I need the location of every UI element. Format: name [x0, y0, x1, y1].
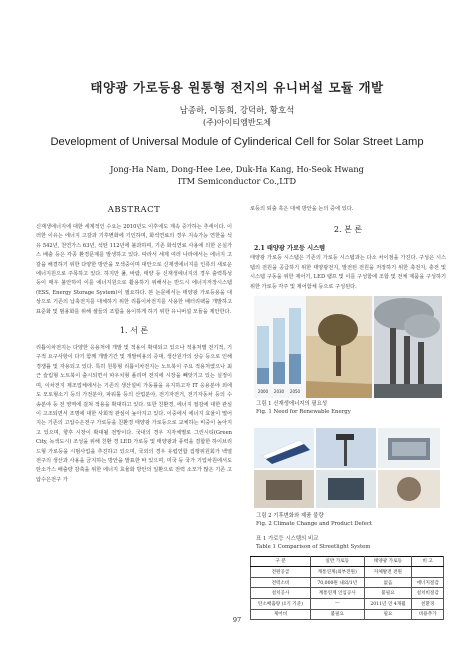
table-cell: 전력소비: [251, 577, 311, 588]
authors-korean: 남종하, 이동희, 강덕하, 황호석: [179, 106, 295, 116]
bar-label-2050: 2050: [289, 389, 301, 395]
table-1-caption-korean: 표 1 가로등 시스템의 비교: [256, 536, 319, 543]
table-cell: 에너지절감: [412, 577, 444, 588]
table-cell: 70,000원 내외/1년: [310, 577, 364, 588]
figure-2-caption-korean: 그림 2 기후변화와 제품 불량: [256, 513, 324, 520]
right-column: [250, 205, 446, 620]
page-number: 97: [232, 616, 242, 624]
affiliation-english: ITM Semiconductor Co.,LTD: [177, 176, 297, 186]
smokestack: [404, 336, 410, 386]
affiliation-korean: (주)아이티엠반도체: [202, 118, 272, 127]
table-cell: 자체발전 전원: [364, 567, 412, 578]
table-row: [251, 598, 444, 609]
paper-title-korean: 태양광 가로등용 원통형 전지의 유니버설 모듈 개발: [90, 80, 384, 95]
table-header-row: [251, 556, 444, 567]
climate-defect-illustration: [252, 426, 442, 510]
introduction-heading: 1. 서 론: [119, 326, 149, 336]
table-cell: 설치공사: [251, 588, 311, 599]
figure-2-image: [252, 426, 442, 510]
bar-2000-lower: [257, 368, 269, 384]
figure-1-caption-korean: 그림 1 신재생에너지의 필요성: [256, 401, 328, 408]
bar-label-2000: 2000: [257, 389, 269, 395]
authors-english: Jong-Ha Nam, Dong-Hee Lee, Duk-Ha Kang, Ho-Seok Hwang: [110, 164, 364, 174]
table-cell: 2011년 연 4개월: [364, 598, 412, 609]
table-cell: 불필요: [364, 588, 412, 599]
bar-2030-lower: [273, 362, 285, 384]
table-cell: 탄소배출량 (1기 기준): [251, 598, 311, 609]
subsection-heading: 2.1 태양광 가로등 시스템: [254, 245, 326, 253]
figure-1-image: [254, 296, 442, 398]
table-cell: 친환경: [412, 598, 444, 609]
table-row: [251, 577, 444, 588]
table-cell: —: [310, 598, 364, 609]
table-header-cell: 구 분: [251, 556, 311, 567]
abstract-text: 신재생에너지에 대한 세계적인 수요는 2010년도 이후에도 계속 증가하는 추세이다. 이러한 이유는 에너지 고갈과 기후변화에 기인하며, 화석연료의 경우 지속가능 연한을 석유 542년, 천연가스 63년, 석탄 112년에 불과하며, 기존 화석연료 사용에 의한 온실가스 배출 등은 각종 환경문제를 발생하고 있다. 따라서 세계 여러 나라에서는 에너지 고갈을 해결하기 위한 다양한 방안을 모색중이며 대안으로 신재생에너지를 인류의 새로운 에너지원으로 주목하고 있다. 하지만 풀, 바람, 태양 등 신재생에너지의 경우 출력특성 등이 매우 불안하여 이를 에너지원으로 활용하기 위해서는 반드시 에너지저장시스템(ESS, Energy Storage System)이 필요하다. 본 논문에서는 태양광 가로등용을 대상으로 기존의 납축전지를 대체하기 위한 리튬이차전지를 사용한 배터리팩을 개발하고 표준화 및 범용화를 위해 셀들의 조합을 용이하게 하기 위한 유니버설 모듈을 제안한다.: [36, 224, 232, 315]
table-cell: 계통연계(외부전원): [310, 567, 364, 578]
table-cell: 제어비: [251, 609, 311, 620]
bar-2050-lower: [289, 354, 301, 384]
table-1-caption-english: Table 1 Comparison of Streetlight System: [256, 544, 371, 550]
left-column: [36, 205, 232, 485]
table-row: [251, 567, 444, 578]
tree-crown: [318, 314, 358, 346]
table-cell: 계통연계 인입공사: [310, 588, 364, 599]
main-body-heading: 2. 본 론: [333, 225, 363, 235]
table-header-cell: 비 고: [412, 556, 444, 567]
table-header-cell: 태양광 가로등: [364, 556, 412, 567]
table-cell: 없음: [364, 577, 412, 588]
figure-2-caption-english: Fig. 2 Climate Change and Product Defect: [256, 520, 373, 527]
bar-label-2030: 2030: [273, 389, 285, 395]
introduction-text: 리튬이차전지는 다양한 응용처에 개발 및 적용이 확대되고 있으나 적용처별 전기적, 기구적 요구사항이 다기 함께 개발기간 및 개발비용의 증대, 생산원가의 상승 등으로 인해 경쟁률 및 자용되고 있다. 특히 원통형 리튬이차전지는 노트북이 주요 적용처였으나 최근 슬림형 노트북이 출시되면서 파우치형 폴리머 전지에 시장을 빼앗기고 있는 실정이며, 이차전지 제조업체에서는 기존의 생산설비 가동률을 유지하고자 IT 응용분야 외에도 모토형소기 등의 가전분야, 파워툴 등의 산업분야, 전기자전거, 전기자동차 등의 수송분야 등 전 영역에 걸쳐 적용을 확대하고 있다. 또한 친환경, 에너지 절감에 대한 관심이 고조되면서 조명에 대한 사회적 관심이 높아지고 있다. 이중에서 에너지 효율이 떨어지는 기존의 고압수은전구 가로등을 친환경 태양광 가로등으로 교체하는 비중이 높아지고 있으며, 향후 시장이 확대될 전망이다. 국내의 경우 지자체별로 그린시티(Green City, 녹색도시) 조성을 위해 친환 경 LED 가로등 및 태양광과 풍력을 결합한 하이브리드형 가로등을 시범사업을 추진하고 있으며, 국외의 경우 유럽연합 집행위원회가 백열전구의 생산과 사용을 금지하는 방안을 발표한 바 있으며, 미국 등 국가 기업차원에서도 탄소가스 배출량 감축을 위한 에너지 효율화 방안의 일환으로 전력 소모가 많은 기존 고압수은전구 가: [36, 345, 232, 483]
abstract-heading: ABSTRACT: [107, 205, 161, 215]
introduction-continued-text: 로등의 퇴출 혹은 대체 방안을 논의 중에 있다.: [250, 206, 354, 212]
table-cell: 설치비절감: [412, 588, 444, 599]
table-row: [251, 588, 444, 599]
paper-title-english: Development of Universal Module of Cylinderical Cell for Solar Street Lamp: [50, 136, 424, 148]
figure-1-caption-english: Fig. 1 Need for Renewable Energy: [256, 408, 351, 415]
comparison-table: [250, 556, 444, 621]
table-header-cell: 일반 가로등: [310, 556, 364, 567]
table-cell: 전원공급: [251, 567, 311, 578]
table-cell: 필요: [364, 609, 412, 620]
smokestack: [418, 342, 424, 386]
table-cell: 비용추가: [412, 609, 444, 620]
table-cell: 불필요: [310, 609, 364, 620]
subsection-text: 태양광 가로등 시스템은 기존의 가로등 시스템과는 다소 차이점을 가진다. 구성은 시스템의 전원을 공급하기 위한 태양광전지, 발전된 전원을 저장하기 위한 축전지, 충전 및 시스템 구동을 위한 제어기, LED 램프 및 이를 구성함에 조합 및 전체 제품을 구성하기 위한 가로등 각주 및 제어함체 등으로 구성된다.: [250, 255, 446, 290]
smokestack: [390, 328, 396, 386]
table-cell: [412, 567, 444, 578]
renewable-energy-illustration: [254, 296, 442, 398]
